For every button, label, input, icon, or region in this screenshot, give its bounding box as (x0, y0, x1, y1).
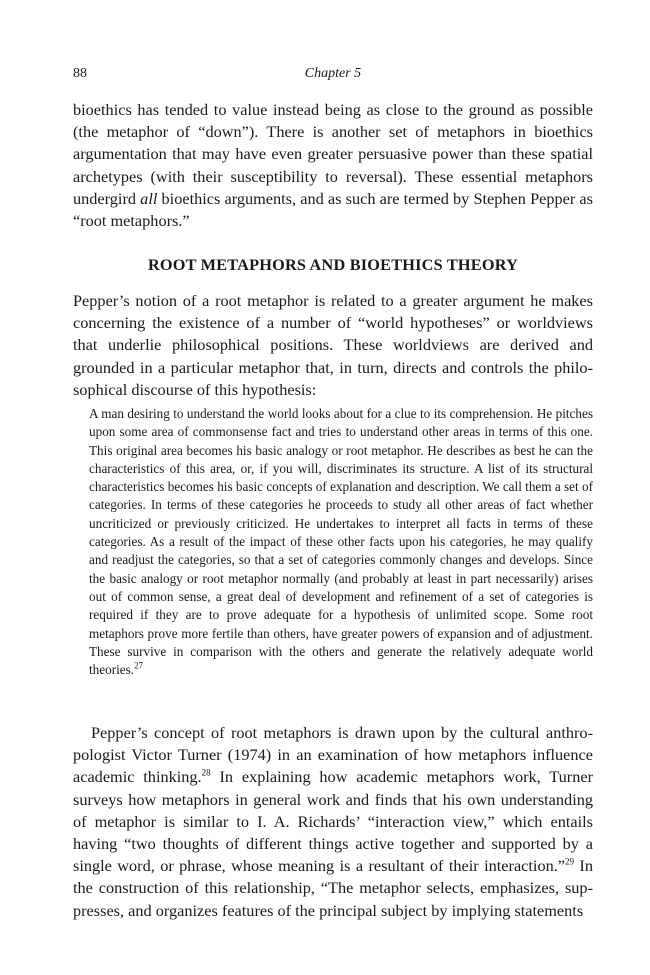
block-quote (73, 405, 593, 679)
paragraph-turner-part2: In explaining how academic metaphors work, Turner surveys how metaphors in general work and finds that his own understanding of metaphor is similar to I. A. Richards’ “interaction view,” which entails having “two thoughts of different things active together and supported by a single word, or phrase, whose meaning is a resultant of their interaction.” (73, 767, 594, 876)
block-quote-body: A man desiring to understand the world looks about for a clue to its comprehension. He pitches upon some area of commonsense fact and tries to understand other areas in terms of this one. This original area becomes his basic analogy or root metaphor. He describes as best he can the characteristics of this area, or, if you will, discriminates its structure. A list of its structural characteristics becomes his basic concepts of explanation and description. We call them a set of categories. In terms of these categories he proceeds to study all other areas of fact whether uncriticized or previously criticized. He undertakes to interpret all facts in terms of these categories. As a result of the impact of these other facts upon his categories, he may qualify and readjust the categories, so that a set of categories commonly changes and develops. Since the basic analogy or root metaphor normally (and probably at least in part necessarily) arises out of common sense, a great deal of development and refinement of a set of categories is required if they are to prove adequate for a hypothesis of unlimited scope. Some root metaphors prove more fertile than others, have greater powers of expansion and of adjustment. These survive in comparison with the others and generate the relatively adequate world theories. (89, 406, 593, 678)
paragraph-turner-text (73, 722, 593, 922)
footnote-ref-29: 29 (565, 856, 575, 867)
running-head: Chapter 5 (304, 66, 362, 81)
paragraph-pepper-text: Pepper’s notion of a root metaphor is related to a greater argument he makes concerning the existence of a number of “world hypotheses” or worldviews that underlie philosophical positions. These worldviews are derived and grounded in a particular metaphor that, in turn, directs and controls the philosophical discourse of this hypothesis: (73, 291, 593, 399)
paragraph-turner-part1: Pepper’s concept of root metaphors is drawn upon by the cultural anthropologist Victor Turner (1974) in an examination of how metaphors influence academic thinking. (73, 723, 593, 787)
paragraph-intro-text (73, 99, 593, 232)
paragraph-intro-part1: bioethics has tended to value instead being as close to the ground as possible (the metaphor of “down”). There is another set of metaphors in bioethics argumentation that may have even greater persuasive power than these spatial archetypes (with their susceptibility to reversal). These essential metaphors undergird (73, 100, 593, 208)
section-heading-block (73, 255, 593, 275)
paragraph-turner (73, 722, 593, 922)
page-header (73, 66, 593, 88)
page-number: 88 (73, 66, 87, 81)
footnote-ref-27: 27 (134, 660, 144, 671)
paragraph-turner-part3: In the construction of this relationship, “The metaphor selects, emphasizes, suppresses, and organizes features of the principal subject by implying statements (73, 856, 593, 920)
paragraph-intro-emphasis: all (140, 188, 158, 208)
section-heading: ROOT METAPHORS AND BIOETHICS THEORY (147, 255, 519, 274)
footnote-ref-28: 28 (201, 767, 211, 778)
paragraph-intro (73, 99, 593, 232)
paragraph-intro-part2: bioethics arguments, and as such are termed by Stephen Pepper as “root metaphors.” (73, 188, 593, 231)
block-quote-text (73, 405, 593, 679)
paragraph-pepper (73, 290, 593, 401)
